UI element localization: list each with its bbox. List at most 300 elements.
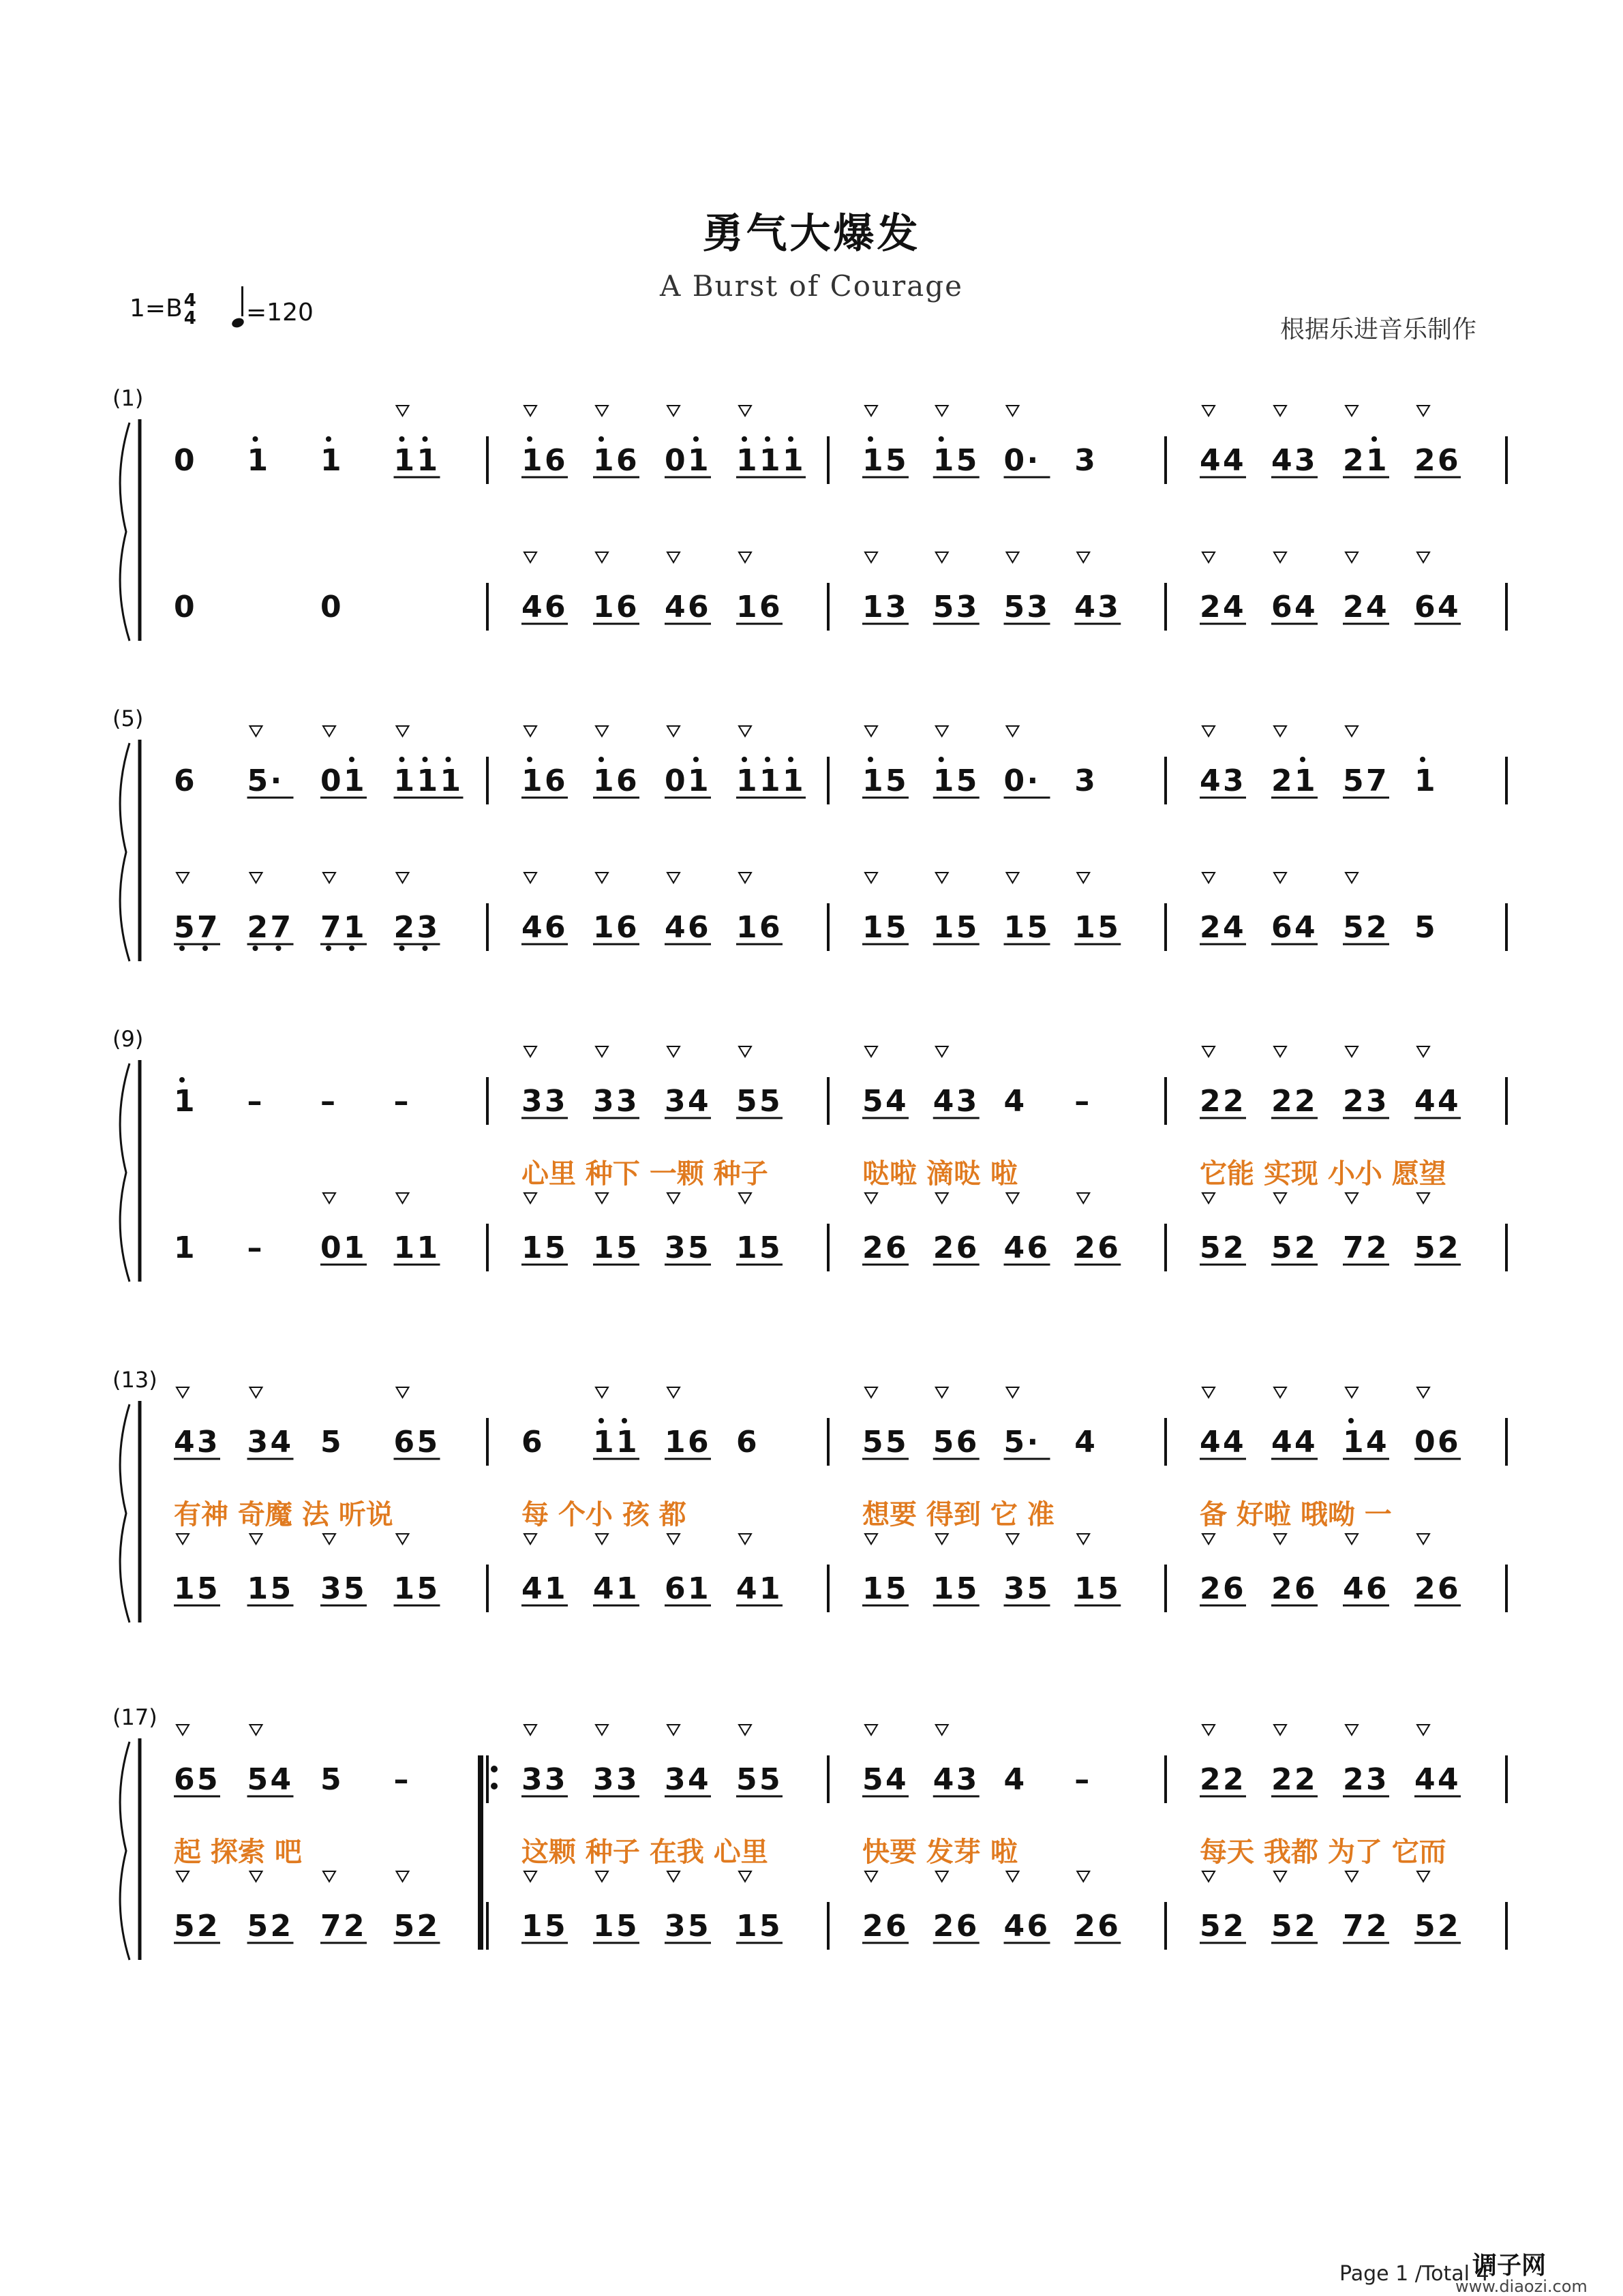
breath-triangle-icon bbox=[596, 1193, 608, 1203]
lower-note: 2 bbox=[197, 1909, 218, 1944]
breath-triangle-icon bbox=[1077, 552, 1089, 562]
high-octave-dot bbox=[1300, 757, 1305, 762]
upper-note: 4 bbox=[1200, 443, 1221, 478]
upper-note: 1 bbox=[616, 1425, 637, 1460]
lyric-text: 想要 得到 它 准 bbox=[862, 1499, 1055, 1530]
lower-note: 4 bbox=[1294, 590, 1316, 624]
high-octave-dot bbox=[423, 757, 428, 762]
upper-note: 1 bbox=[688, 764, 709, 798]
time-bottom: 4 bbox=[183, 308, 196, 329]
upper-note: 4 bbox=[885, 1762, 907, 1797]
lower-note: 7 bbox=[320, 910, 342, 945]
lower-note: 6 bbox=[616, 910, 637, 945]
breath-triangle-icon bbox=[865, 726, 877, 736]
upper-note: 7 bbox=[1366, 764, 1387, 798]
high-octave-dot bbox=[446, 757, 451, 762]
lyric-text: 哒啦 滴哒 啦 bbox=[862, 1158, 1018, 1190]
upper-note: 4 bbox=[1438, 1762, 1459, 1797]
breath-triangle-icon bbox=[1202, 1725, 1215, 1735]
lower-note: 3 bbox=[416, 910, 438, 945]
lower-note: 6 bbox=[688, 590, 709, 624]
breath-triangle-icon bbox=[1202, 552, 1215, 562]
high-octave-dot bbox=[423, 436, 428, 442]
breath-triangle-icon bbox=[936, 552, 948, 562]
lower-note: 7 bbox=[1343, 1909, 1364, 1944]
lower-note: 2 bbox=[1438, 1909, 1459, 1944]
high-octave-dot bbox=[742, 436, 747, 442]
lower-note: 6 bbox=[1223, 1571, 1244, 1606]
upper-note: 1 bbox=[416, 443, 438, 478]
upper-note: 5 bbox=[759, 1084, 780, 1119]
breath-triangle-icon bbox=[1346, 726, 1358, 736]
breath-triangle-icon bbox=[936, 406, 948, 416]
breath-triangle-icon bbox=[177, 1534, 189, 1544]
lower-note: 6 bbox=[1097, 1230, 1119, 1265]
upper-note: 1 bbox=[1366, 443, 1387, 478]
lyric-text: 快要 发芽 啦 bbox=[862, 1837, 1018, 1868]
breath-triangle-icon bbox=[1417, 552, 1429, 562]
breath-triangle-icon bbox=[739, 1725, 751, 1735]
lower-note: 4 bbox=[1438, 590, 1459, 624]
breath-triangle-icon bbox=[177, 1725, 189, 1735]
breath-triangle-icon bbox=[1274, 1193, 1286, 1203]
upper-note: 1 bbox=[783, 764, 804, 798]
breath-triangle-icon bbox=[667, 406, 680, 416]
upper-note: – bbox=[1074, 1762, 1090, 1797]
breath-triangle-icon bbox=[1417, 1725, 1429, 1735]
upper-note: 4 bbox=[1003, 1084, 1025, 1119]
breath-triangle-icon bbox=[250, 1387, 262, 1398]
upper-note: 0 bbox=[1003, 764, 1025, 798]
breath-triangle-icon bbox=[524, 1725, 536, 1735]
upper-note: 4 bbox=[1271, 443, 1292, 478]
high-octave-dot bbox=[868, 757, 873, 762]
breath-triangle-icon bbox=[936, 1193, 948, 1203]
lower-note: 1 bbox=[932, 1571, 954, 1606]
breath-triangle-icon bbox=[739, 726, 751, 736]
lower-note: 2 bbox=[932, 1230, 954, 1265]
upper-note: 5 bbox=[320, 1762, 342, 1797]
breath-triangle-icon bbox=[667, 1387, 680, 1398]
breath-triangle-icon bbox=[1202, 1534, 1215, 1544]
lower-note: 3 bbox=[1003, 1571, 1025, 1606]
lower-note: 6 bbox=[1271, 590, 1292, 624]
upper-note: 1 bbox=[320, 443, 342, 478]
lower-note: 2 bbox=[1074, 1230, 1095, 1265]
upper-note: 3 bbox=[1223, 764, 1244, 798]
lower-note: 6 bbox=[1271, 910, 1292, 945]
lower-note: 1 bbox=[545, 1571, 566, 1606]
lyric-text: 有神 奇魔 法 听说 bbox=[174, 1499, 393, 1530]
lower-note: 6 bbox=[545, 590, 566, 624]
upper-note: 1 bbox=[247, 443, 269, 478]
high-octave-dot bbox=[742, 757, 747, 762]
upper-note: 4 bbox=[885, 1084, 907, 1119]
upper-note: 5 bbox=[885, 443, 907, 478]
watermark-logo: 调子网 bbox=[1472, 2252, 1547, 2280]
breath-triangle-icon bbox=[865, 1387, 877, 1398]
lower-note: 3 bbox=[1027, 590, 1048, 624]
breath-triangle-icon bbox=[1274, 552, 1286, 562]
breath-triangle-icon bbox=[250, 873, 262, 883]
breath-triangle-icon bbox=[865, 1871, 877, 1882]
upper-note: 1 bbox=[862, 764, 883, 798]
breath-triangle-icon bbox=[524, 726, 536, 736]
breath-triangle-icon bbox=[1202, 1387, 1215, 1398]
upper-note: 4 bbox=[1223, 443, 1244, 478]
lower-note: 1 bbox=[616, 1571, 637, 1606]
upper-note: 1 bbox=[759, 443, 780, 478]
upper-note: 3 bbox=[665, 1084, 686, 1119]
lower-note: 6 bbox=[956, 1230, 977, 1265]
breath-triangle-icon bbox=[397, 1193, 409, 1203]
breath-triangle-icon bbox=[936, 1871, 948, 1882]
lower-note: 5 bbox=[1343, 910, 1364, 945]
upper-note: 5 bbox=[862, 1084, 883, 1119]
breath-triangle-icon bbox=[1202, 1046, 1215, 1057]
upper-note: 4 bbox=[688, 1084, 709, 1119]
upper-note: 4 bbox=[1074, 1425, 1095, 1460]
upper-note: 6 bbox=[616, 764, 637, 798]
breath-triangle-icon bbox=[1274, 406, 1286, 416]
system-brace-icon bbox=[120, 743, 130, 961]
lower-note: 6 bbox=[665, 1571, 686, 1606]
upper-note: – bbox=[393, 1084, 409, 1119]
low-octave-dot bbox=[326, 946, 331, 951]
lower-note: 5 bbox=[932, 590, 954, 624]
upper-note: 0 bbox=[320, 764, 342, 798]
lower-note: 4 bbox=[1343, 1571, 1364, 1606]
upper-note: 3 bbox=[545, 1762, 566, 1797]
upper-note: 4 bbox=[270, 1425, 292, 1460]
lower-note: 2 bbox=[1414, 1571, 1436, 1606]
breath-triangle-icon bbox=[524, 1046, 536, 1057]
lower-note: 4 bbox=[593, 1571, 614, 1606]
breath-triangle-icon bbox=[323, 1193, 335, 1203]
upper-note: · bbox=[1027, 443, 1039, 478]
upper-note: 6 bbox=[1438, 1425, 1459, 1460]
upper-note: 3 bbox=[545, 1084, 566, 1119]
lower-note: 3 bbox=[665, 1909, 686, 1944]
lower-note: 4 bbox=[521, 1571, 543, 1606]
breath-triangle-icon bbox=[936, 873, 948, 883]
upper-note: 4 bbox=[270, 1762, 292, 1797]
lower-note: 1 bbox=[593, 910, 614, 945]
lyric-text: 这颗 种子 在我 心里 bbox=[521, 1837, 768, 1868]
upper-note: 1 bbox=[932, 443, 954, 478]
lower-note: 2 bbox=[1200, 910, 1221, 945]
lyric-text: 心里 种下 一颗 种子 bbox=[521, 1158, 768, 1190]
upper-note: 4 bbox=[1294, 1425, 1316, 1460]
high-octave-dot bbox=[693, 757, 699, 762]
lower-note: 1 bbox=[862, 1571, 883, 1606]
upper-note: 3 bbox=[521, 1084, 543, 1119]
upper-note: 3 bbox=[593, 1084, 614, 1119]
lower-note: 2 bbox=[932, 1909, 954, 1944]
lower-note: 0 bbox=[320, 590, 342, 624]
lower-note: 1 bbox=[344, 910, 365, 945]
time-top: 4 bbox=[183, 290, 196, 311]
breath-triangle-icon bbox=[250, 1534, 262, 1544]
high-octave-dot bbox=[939, 757, 944, 762]
lower-note: 4 bbox=[521, 910, 543, 945]
upper-note: 3 bbox=[1074, 443, 1095, 478]
repeat-dot bbox=[491, 1783, 498, 1789]
upper-note: 2 bbox=[1343, 443, 1364, 478]
upper-note: 2 bbox=[1223, 1762, 1244, 1797]
breath-triangle-icon bbox=[739, 1871, 751, 1882]
upper-note: 5 bbox=[862, 1762, 883, 1797]
lower-note: 5 bbox=[1414, 1909, 1436, 1944]
lower-note: 5 bbox=[393, 1909, 415, 1944]
upper-note: 3 bbox=[665, 1762, 686, 1797]
upper-note: 1 bbox=[1343, 1425, 1364, 1460]
system-number: (5) bbox=[112, 706, 144, 731]
breath-triangle-icon bbox=[524, 406, 536, 416]
upper-note: 5 bbox=[956, 764, 977, 798]
lower-note: 5 bbox=[616, 1909, 637, 1944]
upper-note: 6 bbox=[521, 1425, 543, 1460]
low-octave-dot bbox=[179, 946, 185, 951]
upper-note: 6 bbox=[174, 764, 195, 798]
upper-note: 3 bbox=[1366, 1762, 1387, 1797]
high-octave-dot bbox=[326, 436, 331, 442]
breath-triangle-icon bbox=[667, 1725, 680, 1735]
lower-note: 2 bbox=[1366, 910, 1387, 945]
lower-note: 5 bbox=[1003, 590, 1025, 624]
breath-triangle-icon bbox=[524, 1534, 536, 1544]
system-number: (17) bbox=[112, 1704, 157, 1730]
lower-note: 2 bbox=[1366, 1909, 1387, 1944]
breath-triangle-icon bbox=[739, 406, 751, 416]
upper-note: 4 bbox=[1366, 1425, 1387, 1460]
upper-note: 3 bbox=[197, 1425, 218, 1460]
breath-triangle-icon bbox=[739, 552, 751, 562]
lower-note: 5 bbox=[759, 1909, 780, 1944]
breath-triangle-icon bbox=[524, 1871, 536, 1882]
lower-note: 7 bbox=[1343, 1230, 1364, 1265]
lower-note: 5 bbox=[545, 1230, 566, 1265]
upper-note: 1 bbox=[416, 764, 438, 798]
breath-triangle-icon bbox=[1417, 1534, 1429, 1544]
upper-note: · bbox=[270, 764, 282, 798]
lower-note: 6 bbox=[688, 910, 709, 945]
breath-triangle-icon bbox=[1007, 873, 1019, 883]
upper-note: 4 bbox=[1200, 764, 1221, 798]
upper-note: 3 bbox=[616, 1762, 637, 1797]
upper-note: 2 bbox=[1271, 1762, 1292, 1797]
upper-note: 2 bbox=[1271, 1084, 1292, 1119]
upper-note: 3 bbox=[956, 1084, 977, 1119]
breath-triangle-icon bbox=[936, 1046, 948, 1057]
breath-triangle-icon bbox=[397, 873, 409, 883]
lower-note: 4 bbox=[1223, 910, 1244, 945]
upper-note: 0 bbox=[1003, 443, 1025, 478]
lower-note: 3 bbox=[1097, 590, 1119, 624]
lower-note: 5 bbox=[759, 1230, 780, 1265]
breath-triangle-icon bbox=[1007, 1871, 1019, 1882]
low-octave-dot bbox=[423, 946, 428, 951]
upper-note: 1 bbox=[344, 764, 365, 798]
upper-note: 6 bbox=[545, 443, 566, 478]
upper-note: – bbox=[1074, 1084, 1090, 1119]
lower-note: 1 bbox=[593, 1909, 614, 1944]
lower-note: 5 bbox=[616, 1230, 637, 1265]
lower-note: 2 bbox=[344, 1909, 365, 1944]
lower-note: 1 bbox=[174, 1571, 195, 1606]
upper-note: 1 bbox=[593, 1425, 614, 1460]
upper-note: 5 bbox=[247, 1762, 269, 1797]
breath-triangle-icon bbox=[1417, 1046, 1429, 1057]
lower-note: 5 bbox=[1271, 1230, 1292, 1265]
breath-triangle-icon bbox=[1346, 1871, 1358, 1882]
lower-note: 4 bbox=[665, 910, 686, 945]
lower-note: 5 bbox=[1271, 1909, 1292, 1944]
upper-note: 1 bbox=[932, 764, 954, 798]
breath-triangle-icon bbox=[1274, 873, 1286, 883]
lower-note: 2 bbox=[1223, 1909, 1244, 1944]
low-octave-dot bbox=[276, 946, 282, 951]
upper-note: 1 bbox=[440, 764, 461, 798]
low-octave-dot bbox=[399, 946, 405, 951]
lower-note: 6 bbox=[1438, 1571, 1459, 1606]
lower-note: 5 bbox=[247, 1909, 269, 1944]
breath-triangle-icon bbox=[1274, 1046, 1286, 1057]
upper-note: 4 bbox=[1438, 1084, 1459, 1119]
breath-triangle-icon bbox=[1202, 726, 1215, 736]
breath-triangle-icon bbox=[1274, 1534, 1286, 1544]
lower-note: 5 bbox=[1097, 1571, 1119, 1606]
high-octave-dot bbox=[598, 757, 604, 762]
high-octave-dot bbox=[622, 1418, 627, 1423]
upper-note: 4 bbox=[688, 1762, 709, 1797]
upper-note: 5 bbox=[759, 1762, 780, 1797]
breath-triangle-icon bbox=[250, 726, 262, 736]
lower-note: 1 bbox=[247, 1571, 269, 1606]
upper-note: 6 bbox=[545, 764, 566, 798]
breath-triangle-icon bbox=[739, 1534, 751, 1544]
lower-note: 1 bbox=[1003, 910, 1025, 945]
breath-triangle-icon bbox=[1417, 1387, 1429, 1398]
lower-note: 6 bbox=[1414, 590, 1436, 624]
high-octave-dot bbox=[349, 757, 354, 762]
breath-triangle-icon bbox=[177, 1387, 189, 1398]
system-number: (9) bbox=[112, 1026, 144, 1052]
breath-triangle-icon bbox=[1202, 1193, 1215, 1203]
lower-note: 5 bbox=[885, 910, 907, 945]
system-number: (1) bbox=[112, 385, 144, 411]
breath-triangle-icon bbox=[1346, 1534, 1358, 1544]
upper-note: 3 bbox=[1294, 443, 1316, 478]
lower-note: 4 bbox=[1003, 1230, 1025, 1265]
breath-triangle-icon bbox=[524, 873, 536, 883]
lower-note: 4 bbox=[521, 590, 543, 624]
lower-note: 1 bbox=[759, 1571, 780, 1606]
lower-note: 1 bbox=[1074, 910, 1095, 945]
lower-note: 2 bbox=[416, 1909, 438, 1944]
upper-note: 4 bbox=[174, 1425, 195, 1460]
upper-note: 3 bbox=[1366, 1084, 1387, 1119]
lower-note: 2 bbox=[1438, 1230, 1459, 1265]
upper-note: 1 bbox=[521, 443, 543, 478]
breath-triangle-icon bbox=[1274, 1871, 1286, 1882]
lower-note: 5 bbox=[1414, 1230, 1436, 1265]
lower-note: 2 bbox=[1074, 1909, 1095, 1944]
breath-triangle-icon bbox=[596, 1871, 608, 1882]
upper-note: 3 bbox=[593, 1762, 614, 1797]
page-footer: Page 1 /Total 4 bbox=[1339, 2262, 1489, 2286]
breath-triangle-icon bbox=[1202, 873, 1215, 883]
upper-note: 0 bbox=[665, 764, 686, 798]
high-octave-dot bbox=[939, 436, 944, 442]
upper-note: 4 bbox=[932, 1762, 954, 1797]
breath-triangle-icon bbox=[1346, 552, 1358, 562]
upper-note: 5 bbox=[247, 764, 269, 798]
high-octave-dot bbox=[598, 436, 604, 442]
breath-triangle-icon bbox=[1417, 406, 1429, 416]
upper-note: 2 bbox=[1223, 1084, 1244, 1119]
upper-note: 2 bbox=[1294, 1762, 1316, 1797]
upper-note: 6 bbox=[1438, 443, 1459, 478]
lower-note: 6 bbox=[1027, 1909, 1048, 1944]
lower-note: 3 bbox=[956, 590, 977, 624]
lower-note: 5 bbox=[688, 1230, 709, 1265]
lower-note: 1 bbox=[521, 1230, 543, 1265]
breath-triangle-icon bbox=[865, 406, 877, 416]
upper-note: 5 bbox=[1003, 1425, 1025, 1460]
breath-triangle-icon bbox=[323, 873, 335, 883]
upper-note: 5 bbox=[885, 1425, 907, 1460]
upper-note: 1 bbox=[759, 764, 780, 798]
breath-triangle-icon bbox=[1077, 1193, 1089, 1203]
lower-note: 6 bbox=[1027, 1230, 1048, 1265]
upper-note: 4 bbox=[1414, 1762, 1436, 1797]
breath-triangle-icon bbox=[1202, 406, 1215, 416]
lower-note: 5 bbox=[956, 1571, 977, 1606]
lower-note: 6 bbox=[956, 1909, 977, 1944]
lower-note: 5 bbox=[1097, 910, 1119, 945]
lower-note: 2 bbox=[1343, 590, 1364, 624]
key-label: 1=B bbox=[130, 294, 183, 322]
upper-note: 4 bbox=[1414, 1084, 1436, 1119]
upper-note: 2 bbox=[1294, 1084, 1316, 1119]
breath-triangle-icon bbox=[397, 1534, 409, 1544]
lower-note: 1 bbox=[521, 1909, 543, 1944]
breath-triangle-icon bbox=[1007, 552, 1019, 562]
high-octave-dot bbox=[788, 436, 793, 442]
lower-note: 1 bbox=[862, 590, 883, 624]
breath-triangle-icon bbox=[1007, 1193, 1019, 1203]
lower-note: 4 bbox=[1294, 910, 1316, 945]
lower-note: 1 bbox=[393, 1571, 415, 1606]
upper-note: 0 bbox=[665, 443, 686, 478]
credit-line: 根据乐进音乐制作 bbox=[1279, 316, 1476, 344]
low-octave-dot bbox=[253, 946, 258, 951]
lyric-text: 起 探索 吧 bbox=[174, 1837, 302, 1868]
breath-triangle-icon bbox=[323, 1871, 335, 1882]
breath-triangle-icon bbox=[1346, 873, 1358, 883]
breath-triangle-icon bbox=[936, 1387, 948, 1398]
breath-triangle-icon bbox=[1007, 1387, 1019, 1398]
upper-note: 5 bbox=[320, 1425, 342, 1460]
upper-note: 1 bbox=[862, 443, 883, 478]
upper-note: 3 bbox=[247, 1425, 269, 1460]
breath-triangle-icon bbox=[1077, 1871, 1089, 1882]
breath-triangle-icon bbox=[596, 1046, 608, 1057]
high-octave-dot bbox=[765, 436, 770, 442]
lower-note: 6 bbox=[1294, 1571, 1316, 1606]
upper-note: 1 bbox=[1414, 764, 1436, 798]
